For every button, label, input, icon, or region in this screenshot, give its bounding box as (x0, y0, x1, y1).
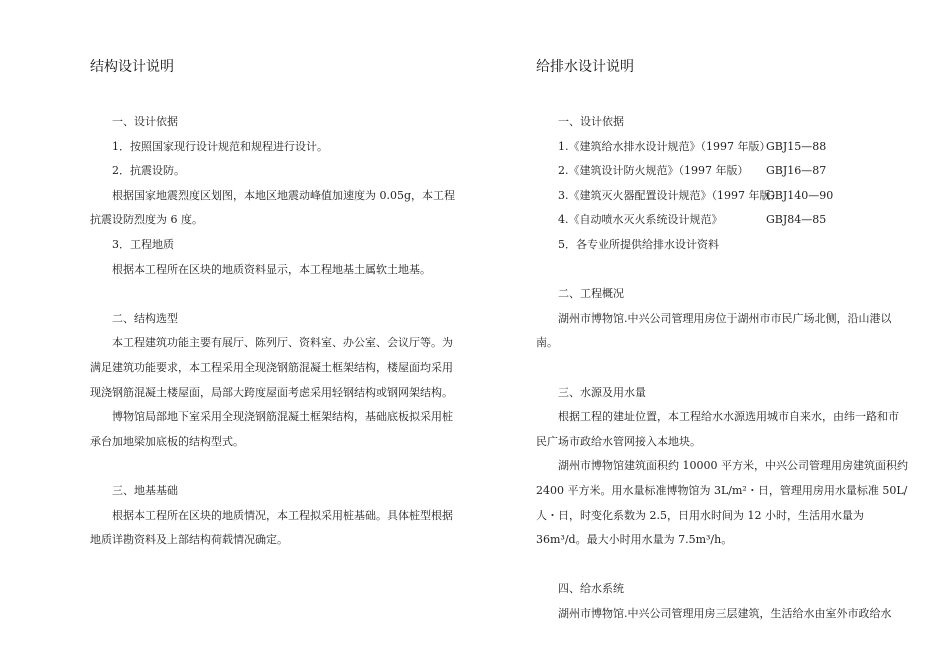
paragraph: 5．各专业所提供给排水设计资料 (558, 237, 719, 251)
section-heading: 三、地基基础 (112, 483, 178, 497)
page-title: 给排水设计说明 (536, 59, 634, 75)
reference-code: GBJ16—87 (766, 164, 827, 178)
plumbing-design-body (536, 110, 908, 626)
section-heading: 三、水源及用水量 (558, 385, 646, 399)
reference-title: 2.《建筑设计防火规范》（1997 年版） (558, 164, 749, 178)
section-heading: 一、设计依据 (558, 115, 624, 128)
reference-code: GBJ84—85 (766, 213, 827, 227)
paragraph: 根据本工程所在区块的地质资料显示，本工程地基土属软土地基。 (112, 262, 431, 276)
reference-row (536, 159, 908, 184)
reference-row (536, 184, 908, 209)
paragraph: 本工程建筑功能主要有展厅、陈列厅、资料室、办公室、会议厅等。为满足建筑功能要求，本工程采用全现浇钢筋混凝土框架结构，楼屋面均采用现浇钢筋混凝土楼屋面，局部大跨度屋面考虑采用轻钢结构或钢网架结构。 (90, 336, 453, 399)
paragraph: 湖州市博物馆.中兴公司管理用房位于湖州市市民广场北侧，沿山港以南。 (536, 311, 892, 350)
section-heading: 四、给水系统 (558, 582, 624, 596)
paragraph: 2．抗震设防。 (112, 164, 185, 178)
paragraph: 湖州市博物馆建筑面积约 10000 平方米，中兴公司管理用房建筑面积约 2400 平方米。用水量标准博物馆为 3L/m²・日，管理用房用水量标准 50L/人・日，时变化系数为 2.5，日用水时间为 12 小时，生活用水量为 36m³/d。最大小时用水量为 7.5m³/h。 (536, 459, 908, 547)
structural-design-body (90, 110, 462, 553)
reference-title: 1.《建筑给水排水设计规范》（1997 年版） (558, 139, 771, 153)
paragraph: 博物馆局部地下室采用全现浇钢筋混凝土框架结构，基础底板拟采用桩承台加地梁加底板的结构型式。 (90, 410, 453, 448)
paragraph: 3．工程地质 (112, 237, 174, 251)
paragraph: 根据本工程所在区块的地质情况，本工程拟采用桩基础。具体桩型根据地质详勘资料及上部结构荷载情况确定。 (90, 508, 453, 547)
reference-title: 4.《自动喷水灭火系统设计规范》 (558, 213, 723, 227)
paragraph: 湖州市博物馆.中兴公司管理用房三层建筑，生活给水由室外市政给水 (558, 606, 892, 620)
paragraph: 1．按照国家现行设计规范和规程进行设计。 (112, 139, 328, 153)
section-heading: 一、设计依据 (112, 115, 178, 128)
reference-title: 3.《建筑灭火器配置设计规范》（1997 年版） (558, 188, 782, 202)
reference-code: GBJ140—90 (766, 188, 834, 202)
paragraph: 根据国家地震烈度区划图，本地区地震动峰值加速度为 0.05g，本工程抗震设防烈度为 6 度。 (90, 188, 456, 227)
section-heading: 二、工程概况 (558, 287, 624, 301)
paragraph: 根据工程的建址位置，本工程给水水源选用城市自来水，由纬一路和市民广场市政给水管网接入本地块。 (536, 410, 899, 448)
reference-row (536, 208, 908, 233)
reference-row (536, 135, 908, 160)
reference-code: GBJ15—88 (766, 139, 827, 153)
page-title: 结构设计说明 (90, 59, 174, 75)
section-heading: 二、结构选型 (112, 311, 178, 325)
